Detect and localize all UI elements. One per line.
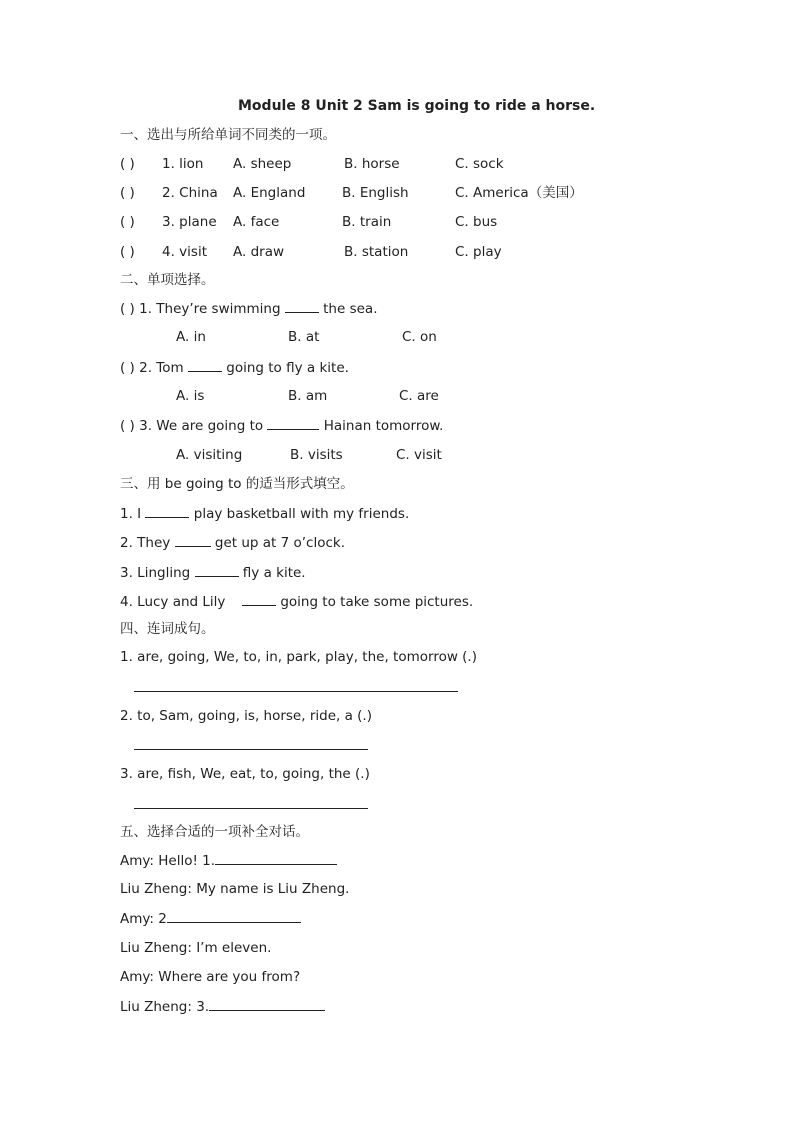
section-1-heading: 一、选出与所给单词不同类的一项。: [120, 127, 336, 143]
dialogue-line: [120, 939, 271, 957]
question-prefix: 3. We are going to: [139, 418, 264, 434]
answer-line[interactable]: [134, 691, 458, 692]
option-c: C. America（美国）: [455, 185, 583, 201]
answer-line[interactable]: [134, 808, 368, 809]
section-5-heading: 五、选择合适的一项补全对话。: [120, 824, 309, 840]
fill-blank[interactable]: [195, 563, 239, 577]
section-4-heading: 四、连词成句。: [120, 621, 215, 637]
fill-blank[interactable]: [175, 533, 211, 547]
fill-sentence: [120, 504, 409, 523]
option-a: A. is: [176, 388, 205, 404]
question-suffix: Hainan tomorrow.: [323, 418, 444, 434]
dialogue-line: [120, 997, 325, 1016]
sentence-prefix: 3. Lingling: [120, 565, 191, 581]
scrambled-words: 3. are, fish, We, eat, to, going, the (.): [120, 766, 370, 782]
question-word: 4. visit: [162, 244, 207, 260]
question-text: [120, 358, 349, 377]
dialogue-text: Where are you from?: [158, 969, 301, 985]
sentence-suffix: play basketball with my friends.: [193, 506, 410, 522]
answer-paren[interactable]: ( ): [120, 301, 135, 317]
speaker: Amy:: [120, 853, 154, 869]
fill-sentence: [120, 533, 345, 552]
question-word: 1. lion: [162, 156, 204, 172]
question-word: 2. China: [162, 185, 218, 201]
scrambled-words: 2. to, Sam, going, is, horse, ride, a (.): [120, 708, 372, 724]
option-b: B. horse: [344, 156, 400, 172]
fill-blank[interactable]: [215, 851, 337, 865]
fill-sentence: [120, 563, 306, 582]
dialogue-line: [120, 851, 337, 870]
dialogue-text: 2: [158, 911, 167, 927]
fill-blank[interactable]: [167, 909, 301, 923]
answer-paren[interactable]: ( ): [120, 360, 135, 376]
option-b: B. train: [342, 214, 392, 230]
dialogue-text: My name is Liu Zheng.: [196, 881, 350, 897]
sentence-suffix: going to take some pictures.: [280, 594, 474, 610]
sentence-suffix: get up at 7 o’clock.: [214, 535, 346, 551]
fill-blank[interactable]: [285, 299, 319, 313]
dialogue-line: [120, 909, 301, 928]
question-suffix: going to fly a kite.: [226, 360, 349, 376]
question-suffix: the sea.: [323, 301, 378, 317]
section-3-heading: 三、用 be going to 的适当形式填空。: [120, 476, 354, 492]
option-c: C. visit: [396, 447, 442, 463]
dialogue-line: [120, 968, 300, 986]
dialogue-text: I’m eleven.: [196, 940, 272, 956]
option-b: B. visits: [290, 447, 343, 463]
option-c: C. are: [399, 388, 439, 404]
page-title: Module 8 Unit 2 Sam is going to ride a horse.: [238, 98, 596, 114]
dialogue-line: [120, 880, 349, 898]
question-text: [120, 416, 443, 435]
answer-paren[interactable]: ( ): [120, 418, 135, 434]
option-c: C. on: [402, 329, 437, 345]
speaker: Amy:: [120, 911, 154, 927]
sentence-prefix: 4. Lucy and Lily: [120, 594, 226, 610]
dialogue-text: 3.: [196, 999, 210, 1015]
fill-blank[interactable]: [209, 997, 325, 1011]
scrambled-words: 1. are, going, We, to, in, park, play, the, tomorrow (.): [120, 649, 477, 665]
option-c: C. sock: [455, 156, 504, 172]
question-word: 3. plane: [162, 214, 217, 230]
fill-blank[interactable]: [267, 416, 319, 430]
sentence-prefix: 2. They: [120, 535, 171, 551]
dialogue-text: Hello! 1.: [158, 853, 216, 869]
speaker: Amy:: [120, 969, 154, 985]
sentence-prefix: 1. I: [120, 506, 142, 522]
option-a: A. in: [176, 329, 206, 345]
speaker: Liu Zheng:: [120, 881, 192, 897]
fill-blank[interactable]: [188, 358, 222, 372]
section-2-heading: 二、单项选择。: [120, 272, 215, 288]
answer-line[interactable]: [134, 749, 368, 750]
option-b: B. English: [342, 185, 409, 201]
fill-blank[interactable]: [242, 592, 276, 606]
question-prefix: 1. They’re swimming: [139, 301, 281, 317]
answer-paren[interactable]: ( ): [120, 244, 135, 260]
option-b: B. station: [344, 244, 409, 260]
option-a: A. face: [233, 214, 280, 230]
option-a: A. visiting: [176, 447, 243, 463]
option-a: A. draw: [233, 244, 285, 260]
option-b: B. am: [288, 388, 328, 404]
option-a: A. England: [233, 185, 306, 201]
answer-paren[interactable]: ( ): [120, 185, 135, 201]
speaker: Liu Zheng:: [120, 999, 192, 1015]
question-text: [120, 299, 378, 318]
answer-paren[interactable]: ( ): [120, 156, 135, 172]
speaker: Liu Zheng:: [120, 940, 192, 956]
question-prefix: 2. Tom: [139, 360, 184, 376]
option-b: B. at: [288, 329, 320, 345]
option-c: C. play: [455, 244, 502, 260]
fill-blank[interactable]: [145, 504, 189, 518]
fill-sentence: [120, 592, 473, 611]
sentence-suffix: fly a kite.: [242, 565, 306, 581]
option-c: C. bus: [455, 214, 498, 230]
option-a: A. sheep: [233, 156, 292, 172]
answer-paren[interactable]: ( ): [120, 214, 135, 230]
